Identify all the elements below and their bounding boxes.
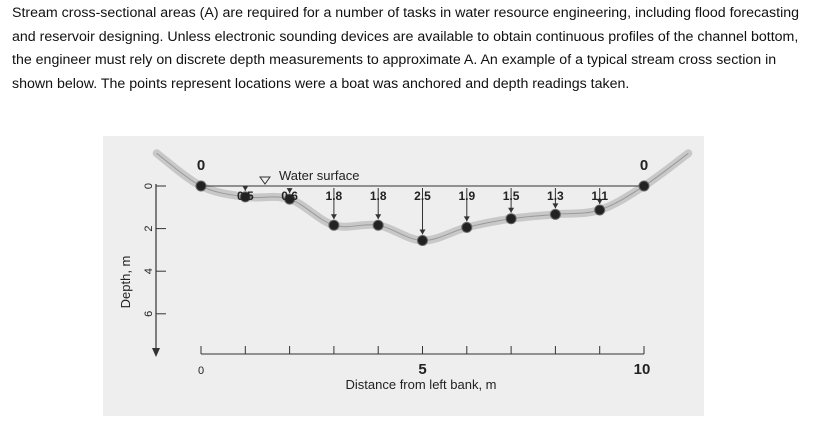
water-surface-symbol	[260, 177, 270, 184]
depth-label: 0.6	[281, 189, 298, 203]
measurement-point	[373, 220, 383, 230]
y-axis-arrow	[152, 348, 160, 357]
y-tick-label: 6	[143, 310, 155, 317]
depth-label: 1.5	[502, 189, 520, 203]
depth-arrowhead	[420, 230, 426, 235]
depth-label: 1.3	[547, 189, 564, 203]
x-tick-label: 10	[633, 361, 651, 378]
depth-label: 1.9	[458, 189, 476, 203]
depth-label: 0.5	[236, 189, 254, 203]
y-tick-label: 4	[143, 268, 155, 275]
stream-cross-section-figure	[103, 136, 704, 416]
measurement-point	[418, 236, 428, 246]
depth-arrowhead	[552, 203, 558, 208]
depth-arrowhead	[508, 208, 514, 213]
problem-statement: Stream cross-sectional areas (A) are required for a number of tasks in water resource engineering, including flood forecasting and reservoir designing. Unless electronic sounding devices are available to obtain continuous profiles of the channel bottom, the engineer must rely on discrete depth measurements to approximate A. An example of a typical stream cross section in shown below. The points represent locations were a boat was anchored and depth readings taken.	[12, 5, 800, 92]
measurement-point	[329, 220, 339, 230]
measurement-point	[595, 205, 605, 215]
depth-arrowhead	[375, 214, 381, 219]
y-axis-label: Depth, m	[118, 255, 133, 309]
depth-label: 2.5	[414, 189, 431, 203]
cross-section-plot	[103, 136, 704, 416]
y-tick-label: 0	[143, 182, 155, 190]
depth-label: 1.8	[369, 189, 387, 203]
y-tick-label: 2	[143, 225, 155, 232]
depth-arrowhead	[464, 216, 470, 221]
measurement-point	[462, 222, 472, 232]
measurement-point	[506, 214, 516, 224]
measurement-point	[550, 209, 560, 219]
depth-arrowhead	[331, 214, 337, 219]
x-tick-label: 0	[197, 365, 205, 377]
measurement-point	[639, 181, 649, 191]
measurement-point	[196, 181, 206, 191]
depth-label: 0	[196, 157, 206, 174]
x-axis-label: Distance from left bank, m	[345, 377, 497, 392]
depth-label: 1.1	[591, 189, 609, 203]
x-tick-label: 5	[418, 361, 427, 378]
water-surface-label: Water surface	[279, 168, 360, 183]
depth-label: 0	[639, 157, 649, 174]
depth-label: 1.8	[325, 189, 343, 203]
